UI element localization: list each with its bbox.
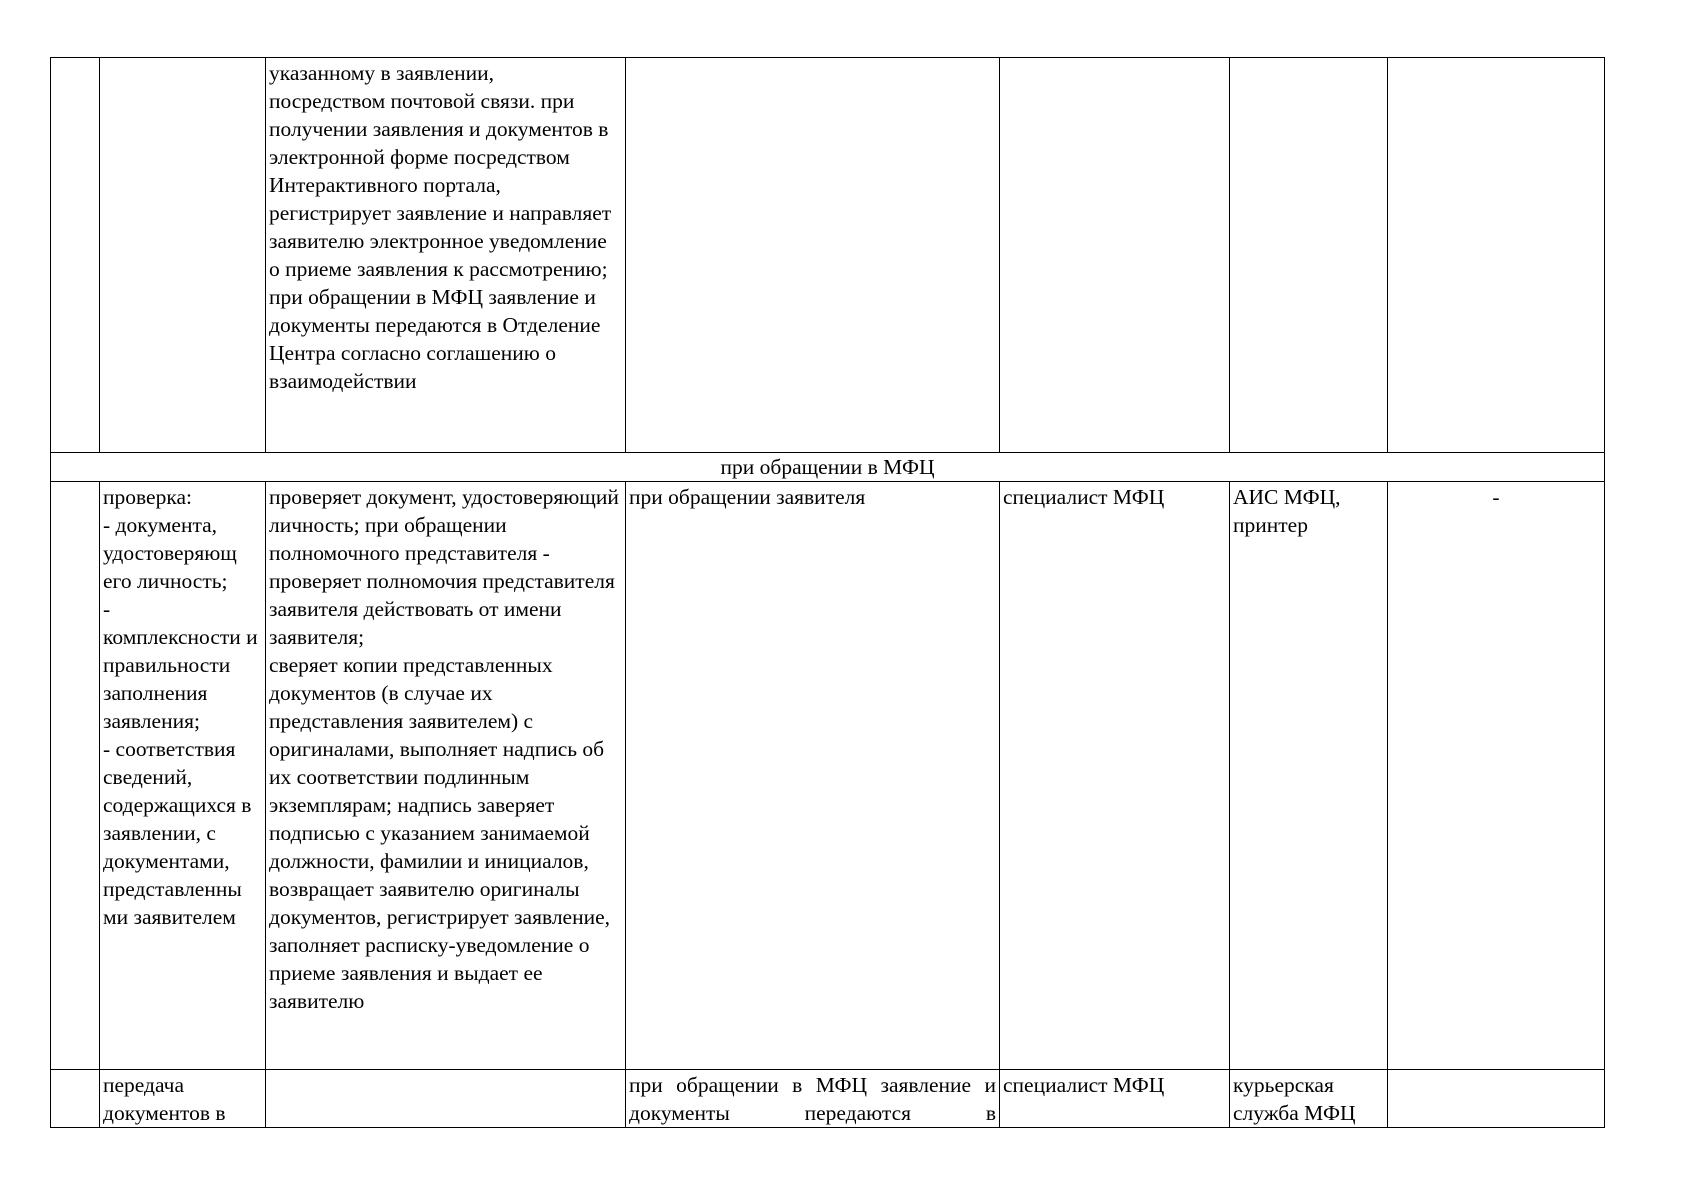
section-header-row (51, 453, 1605, 482)
cell-action (266, 1070, 626, 1128)
cell-action: проверяет документ, удостоверяющий личность; при обращении полномочного представителя - проверяет полномочия представителя заявителя действовать от имени заявителя; сверяет копии представленных документов (в случае их представления заявителем) с оригиналами, выполняет надпись об их соответствии подлинным экземплярам; надпись заверяет подписью с указанием занимаемой должности, фамилии и инициалов, возвращает заявителю оригиналы документов, регистрирует заявление, заполняет расписку-уведомление о приеме заявления и выдает ее заявителю (266, 482, 626, 1070)
table-row (51, 1070, 1605, 1128)
cell-resources: АИС МФЦ, принтер (1230, 482, 1388, 1070)
cell-responsible: специалист МФЦ (1000, 482, 1230, 1070)
cell-forms: - (1388, 482, 1605, 1070)
cell-number (51, 1070, 100, 1128)
section-header: при обращении в МФЦ (51, 453, 1605, 482)
cell-number (51, 58, 100, 453)
cell-condition: при обращении в МФЦ заявление и документы передаются в (626, 1070, 1000, 1128)
cell-forms (1388, 58, 1605, 453)
cell-condition (626, 58, 1000, 453)
cell-forms (1388, 1070, 1605, 1128)
cell-resources (1230, 58, 1388, 453)
cell-step: проверка: - документа, удостоверяющ его личность; - комплексности и правильности заполнения заявления; - соответствия сведений, содержащихся в заявлении, с документами, представленны ми заявителем (100, 482, 266, 1070)
cell-action: указанному в заявлении, посредством почтовой связи. при получении заявления и документов в электронной форме посредством Интерактивного портала, регистрирует заявление и направляет заявителю электронное уведомление о приеме заявления к рассмотрению; при обращении в МФЦ заявление и документы передаются в Отделение Центра согласно соглашению о взаимодействии (266, 58, 626, 453)
cell-step: передача документов в (100, 1070, 266, 1128)
cell-responsible: специалист МФЦ (1000, 1070, 1230, 1128)
cell-condition: при обращении заявителя (626, 482, 1000, 1070)
procedure-table (50, 57, 1605, 1128)
cell-number (51, 482, 100, 1070)
cell-resources: курьерская служба МФЦ (1230, 1070, 1388, 1128)
cell-step (100, 58, 266, 453)
cell-responsible (1000, 58, 1230, 453)
table-row (51, 482, 1605, 1070)
table-row (51, 58, 1605, 453)
